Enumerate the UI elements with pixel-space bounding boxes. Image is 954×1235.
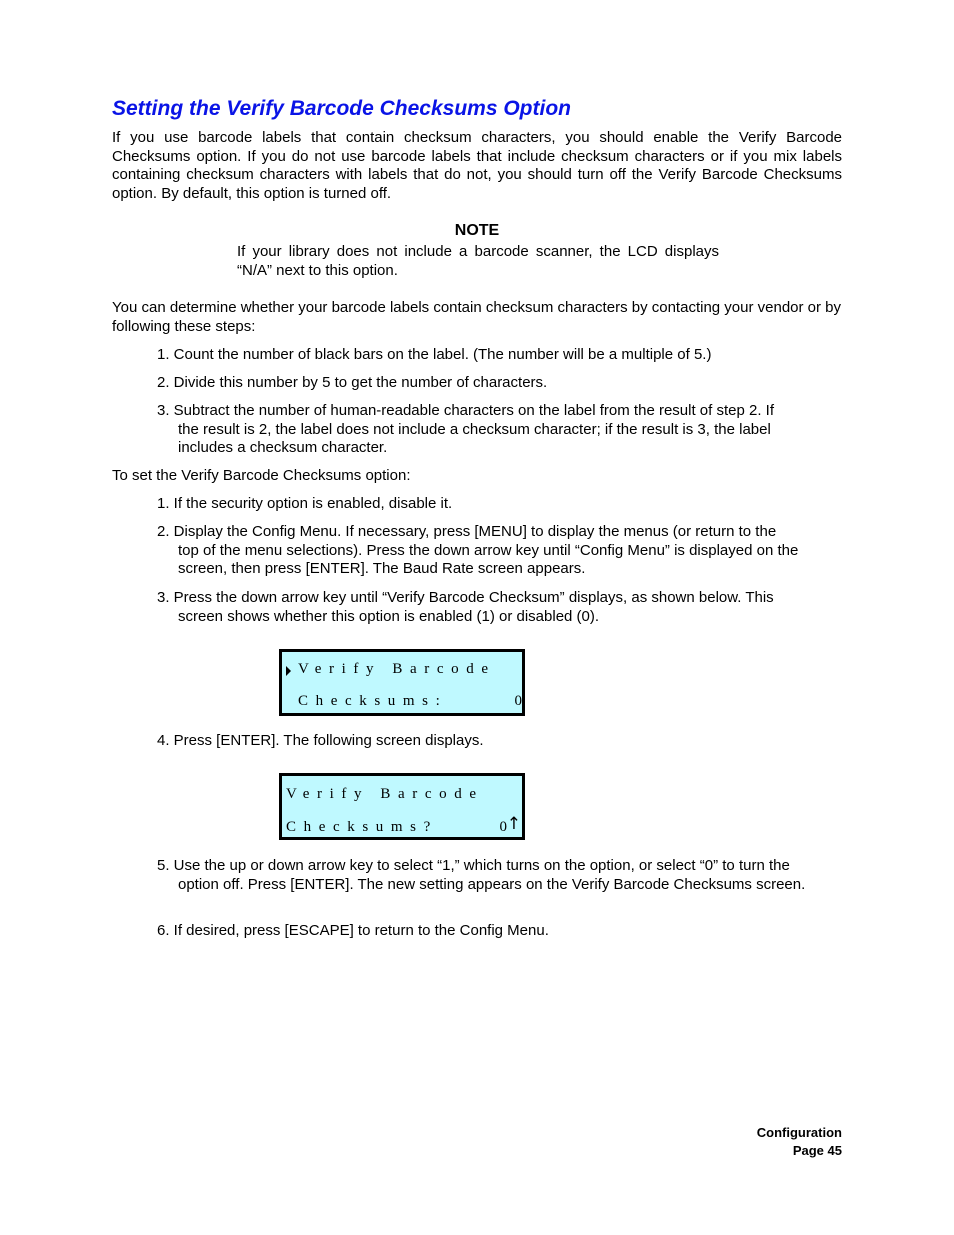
lcd-display-2: [279, 773, 525, 840]
determine-step-2: [157, 374, 817, 393]
intro-paragraph: If you use barcode labels that contain checksum characters, you should enable the Verify Barcode Checksums option. If you do not use barcode labels that include checksum characters or if you mix labels containing checksum characters with labels that do not, you should turn off the Verify Barcode Checksums option. By default, this option is turned off.: [112, 129, 842, 203]
selection-cursor-icon: [286, 666, 291, 676]
note-heading: NOTE: [454, 222, 500, 239]
step-text: 1. Count the number of black bars on the label. (The number will be a multiple of 5.): [157, 346, 712, 363]
step-text: 3. Press the down arrow key until “Verify Barcode Checksum” displays, as shown below. This: [157, 589, 774, 606]
footer-section: Configuration: [756, 1125, 842, 1140]
lcd-display-1: [279, 649, 525, 716]
lcd-line-1: Verify Barcode: [298, 661, 496, 677]
step-continuation: the result is 2, the label does not include a checksum character; if the result is 3, the label includes a checksum character.: [178, 420, 771, 457]
lcd-line-2: Checksums?: [286, 819, 438, 835]
section-title: Setting the Verify Barcode Checksums Option: [112, 97, 571, 120]
step-text: 2. Divide this number by 5 to get the number of characters.: [157, 374, 548, 391]
set-step-5: [157, 857, 817, 894]
lcd-line-1: Verify Barcode: [286, 786, 484, 802]
step-text: 5. Use the up or down arrow key to select “1,” which turns on the option, or select “0” to turn the: [157, 857, 790, 874]
set-step-1: [157, 495, 817, 514]
step-text: 4. Press [ENTER]. The following screen displays.: [157, 732, 484, 749]
step-text: 3. Subtract the number of human-readable characters on the label from the result of step 2. If: [157, 402, 775, 419]
step-continuation: screen shows whether this option is enabled (1) or disabled (0).: [178, 607, 600, 625]
note-body: If your library does not include a barcode scanner, the LCD displays “N/A” next to this option.: [237, 243, 719, 279]
lcd-line-2: Checksums:: [298, 693, 448, 709]
lcd-value: 0: [499, 819, 507, 835]
set-intro: To set the Verify Barcode Checksums option:: [112, 467, 411, 484]
set-step-4: [157, 732, 817, 751]
determine-step-1: [157, 346, 817, 365]
determine-step-3: [157, 402, 817, 458]
determine-intro: You can determine whether your barcode labels contain checksum characters by contacting your vendor or by following these steps:: [112, 299, 842, 335]
step-continuation: top of the menu selections). Press the down arrow key until “Config Menu” is displayed on the screen, then press [ENTER]. The Baud Rate screen appears.: [178, 541, 799, 578]
step-text: 1. If the security option is enabled, disable it.: [157, 495, 453, 512]
step-text: 2. Display the Config Menu. If necessary, press [MENU] to display the menus (or return to the: [157, 523, 777, 540]
set-step-2: [157, 523, 817, 579]
step-text: 6. If desired, press [ESCAPE] to return to the Config Menu.: [157, 922, 549, 939]
up-arrow-icon: ↑: [506, 814, 521, 834]
lcd-value: 0: [514, 693, 522, 709]
set-step-3: [157, 589, 817, 626]
step-continuation: option off. Press [ENTER]. The new setting appears on the Verify Barcode Checksums screen.: [178, 875, 806, 893]
footer-page-number: Page 45: [792, 1143, 842, 1158]
set-step-6: [157, 922, 817, 941]
